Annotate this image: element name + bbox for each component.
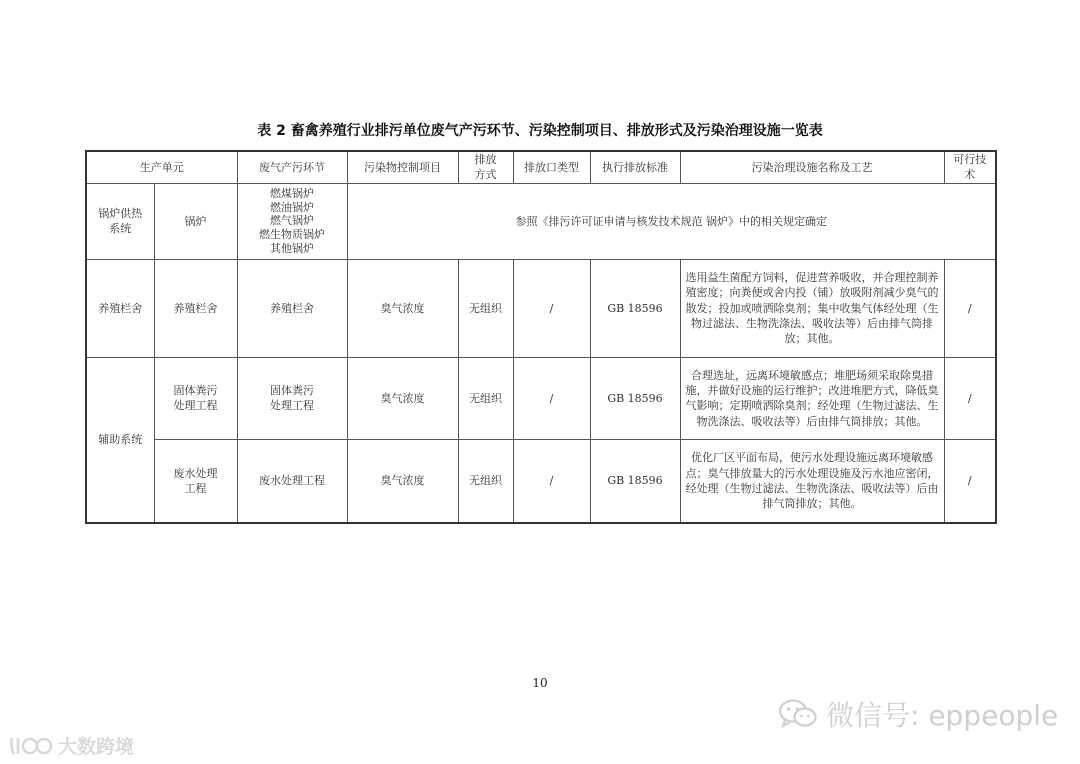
header-item: 污染物控制项目 [347, 151, 458, 183]
table-row-manure [86, 357, 996, 439]
wastewater-outlet: / [513, 439, 590, 523]
wastewater-feasible: / [944, 439, 996, 523]
wastewater-facility: 优化厂区平面布局，使污水处理设施远离环境敏感点；臭气排放量大的污水处理设施及污水池应密闭，经处理（生物过滤法、生物洗涤法、吸收法等）后由排气筒排放；其他。 [680, 439, 944, 523]
farm-standard: GB 18596 [590, 259, 680, 357]
header-row [86, 151, 996, 183]
emission-table [85, 150, 997, 524]
manure-feasible: / [944, 357, 996, 439]
boiler-link-oil: 燃油锅炉 [270, 200, 314, 214]
manure-standard: GB 18596 [590, 357, 680, 439]
header-link: 废气产污环节 [237, 151, 347, 183]
boiler-links [237, 183, 347, 259]
table-row-wastewater [86, 439, 996, 523]
header-feasible: 可行技 术 [944, 151, 996, 183]
boiler-link-coal: 燃煤锅炉 [270, 186, 314, 200]
header-outlet: 排放口类型 [513, 151, 590, 183]
farm-outlet: / [513, 259, 590, 357]
boiler-unit: 锅炉 [154, 183, 237, 259]
aux-system: 辅助系统 [86, 357, 154, 523]
table-row-farm [86, 259, 996, 357]
boiler-system: 锅炉供热 系统 [86, 183, 154, 259]
header-mode: 排放 方式 [458, 151, 513, 183]
manure-link: 固体粪污 处理工程 [237, 357, 347, 439]
farm-mode: 无组织 [458, 259, 513, 357]
farm-facility: 选用益生菌配方饲料，促进营养吸收，并合理控制养殖密度；向粪便或舍内投（铺）放吸附剂减少臭气的散发；投加或喷洒除臭剂；集中收集气体经处理（生物过滤法、生物洗涤法、吸收法等）后由排气筒排放；其他。 [680, 259, 944, 357]
wastewater-link: 废水处理工程 [237, 439, 347, 523]
wastewater-item: 臭气浓度 [347, 439, 458, 523]
manure-outlet: / [513, 357, 590, 439]
table-row-boiler [86, 183, 996, 259]
page-title: 表 2 畜禽养殖行业排污单位废气产污环节、污染控制项目、排放形式及污染治理设施一览表 [257, 123, 823, 139]
boiler-link-other: 其他锅炉 [270, 241, 314, 255]
boiler-link-biomass: 燃生物质锅炉 [259, 228, 325, 242]
manure-mode: 无组织 [458, 357, 513, 439]
wastewater-unit: 废水处理 工程 [154, 439, 237, 523]
farm-unit: 养殖栏舍 [154, 259, 237, 357]
header-unit: 生产单元 [86, 151, 237, 183]
watermark-wechat [778, 694, 1058, 734]
manure-facility: 合理选址，远离环境敏感点；堆肥场须采取除臭措施，并做好设施的运行维护；改进堆肥方式，降低臭气影响；定期喷洒除臭剂；经处理（生物过滤法、生物洗涤法、吸收法等）后由排气筒排放；其他。 [680, 357, 944, 439]
header-facility: 污染治理设施名称及工艺 [680, 151, 944, 183]
manure-item: 臭气浓度 [347, 357, 458, 439]
manure-unit: 固体粪污 处理工程 [154, 357, 237, 439]
brand-logo-icon [8, 734, 54, 758]
header-standard: 执行排放标准 [590, 151, 680, 183]
farm-link: 养殖栏舍 [237, 259, 347, 357]
wechat-icon [778, 698, 818, 730]
watermark-wechat-text: 微信号: eppeople [826, 699, 1059, 732]
boiler-reference: 参照《排污许可证申请与核发技术规范 锅炉》中的相关规定确定 [347, 183, 996, 259]
watermark-brand-text: 大数跨境 [58, 736, 135, 758]
boiler-link-gas: 燃气锅炉 [270, 214, 314, 228]
watermark-brand [8, 732, 134, 759]
page-number: 10 [532, 676, 548, 690]
wastewater-standard: GB 18596 [590, 439, 680, 523]
wastewater-mode: 无组织 [458, 439, 513, 523]
farm-feasible: / [944, 259, 996, 357]
farm-item: 臭气浓度 [347, 259, 458, 357]
farm-system: 养殖栏舍 [86, 259, 154, 357]
